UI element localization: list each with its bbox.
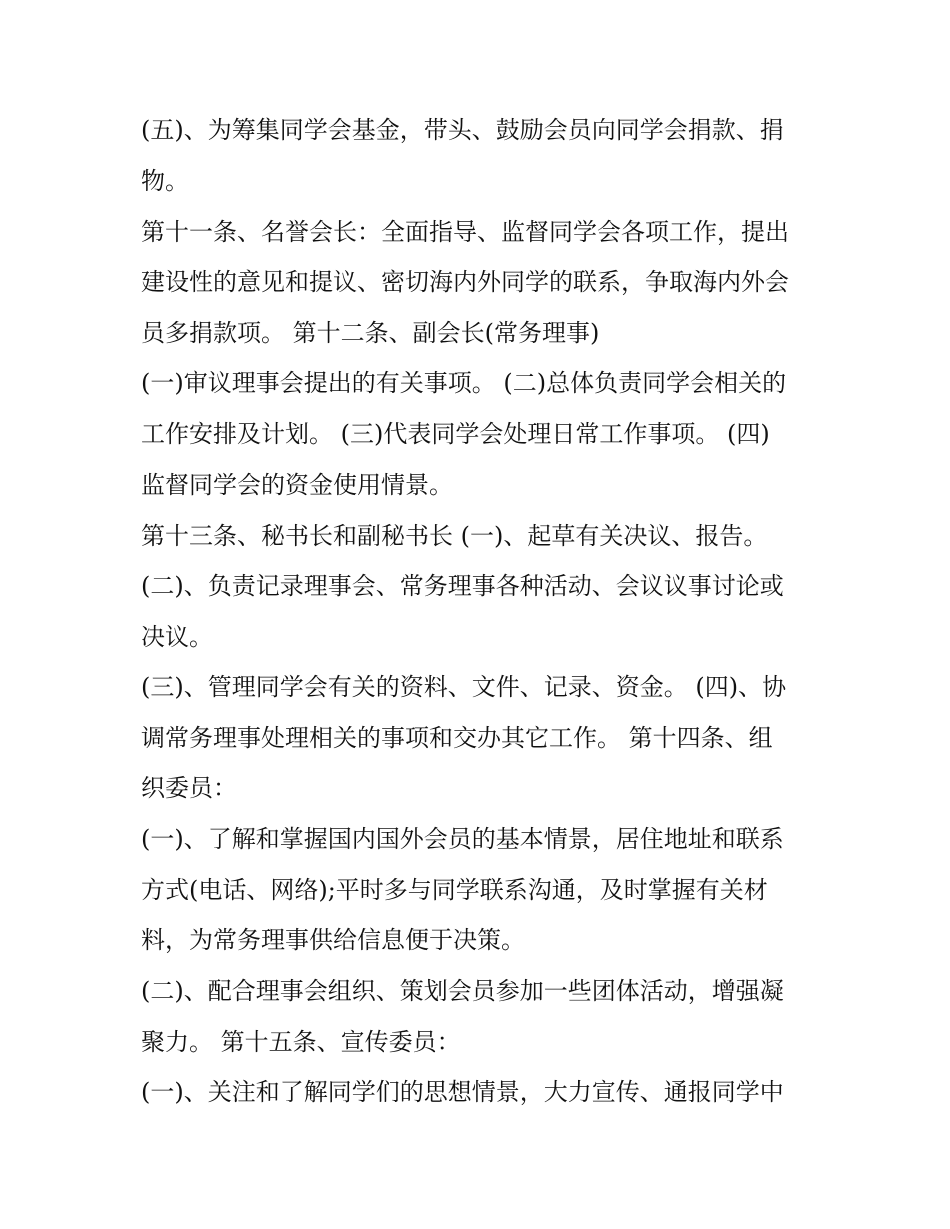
text-line: 调常务理事处理相关的事项和交办其它工作。 第十四条、组 (141, 724, 773, 752)
text-line: 建设性的意见和提议、密切海内外同学的联系，争取海内外会 (141, 268, 789, 296)
text-line: 第十一条、名誉会长：全面指导、监督同学会各项工作，提出 (141, 218, 789, 246)
text-line: 监督同学会的资金使用情景。 (141, 471, 453, 499)
text-line: (二)、配合理事会组织、策划会员参加一些团体活动，增强凝 (141, 977, 784, 1005)
text-line: (一)审议理事会提出的有关事项。 (二)总体负责同学会相关的 (141, 369, 787, 397)
text-line: (五)、为筹集同学会基金，带头、鼓励会员向同学会捐款、捐 (141, 116, 784, 144)
text-line: 物。 (141, 167, 189, 195)
text-line: (一)、了解和掌握国内国外会员的基本情景，居住地址和联系 (141, 825, 784, 853)
text-line: 聚力。 第十五条、宣传委员： (141, 1028, 461, 1056)
text-line: (二)、负责记录理事会、常务理事各种活动、会议议事讨论或 (141, 572, 784, 600)
text-line: 料，为常务理事供给信息便于决策。 (141, 926, 525, 954)
text-line: 员多捐款项。 第十二条、副会长(常务理事) (141, 319, 600, 347)
text-line: 工作安排及计划。 (三)代表同学会处理日常工作事项。 (四) (141, 420, 770, 448)
text-line: 织委员： (141, 774, 237, 802)
text-line: (三)、管理同学会有关的资料、文件、记录、资金。 (四)、协 (141, 673, 787, 701)
text-line: 决议。 (141, 623, 213, 651)
text-line: 方式(电话、网络);平时多与同学联系沟通，及时掌握有关材 (141, 876, 768, 904)
text-line: (一)、关注和了解同学们的思想情景，大力宣传、通报同学中 (141, 1078, 784, 1106)
text-line: 第十三条、秘书长和副秘书长 (一)、起草有关决议、报告。 (141, 522, 768, 550)
